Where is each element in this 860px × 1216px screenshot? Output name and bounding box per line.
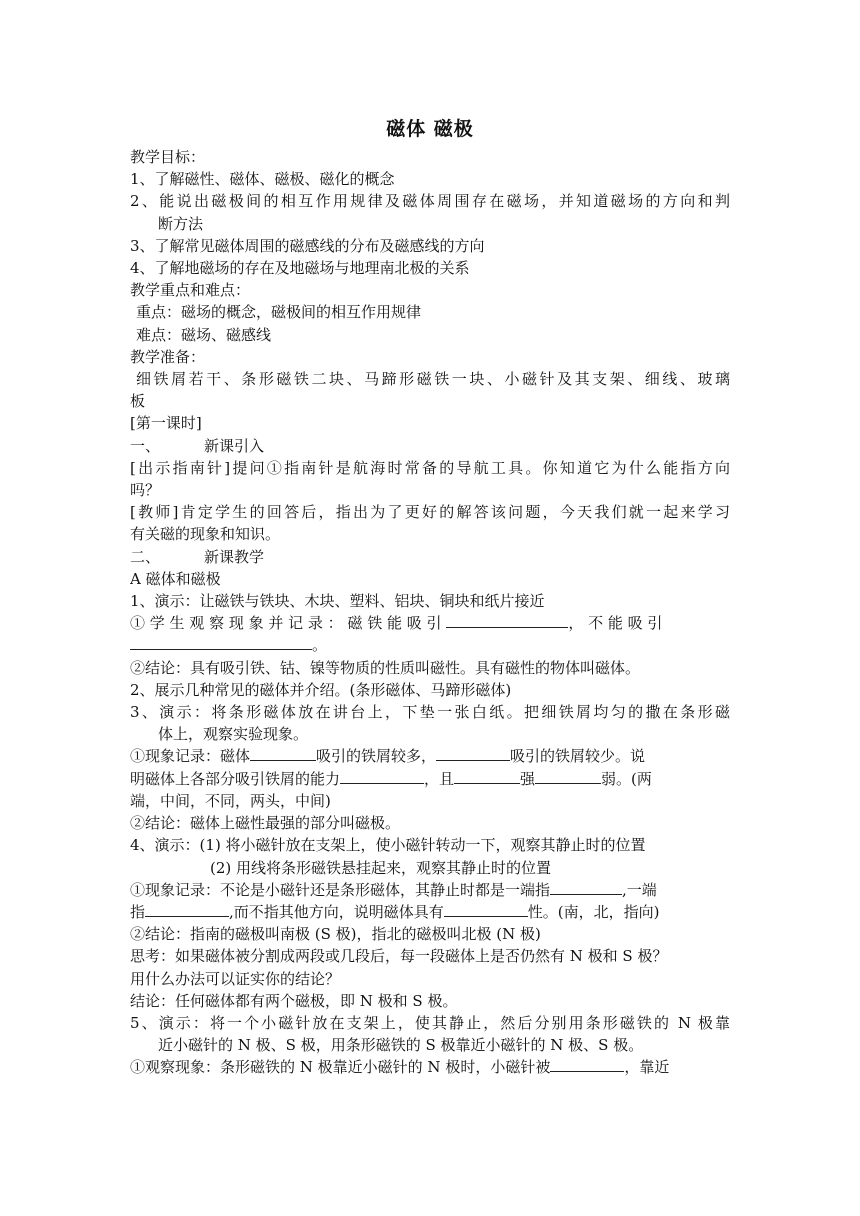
fill-blank[interactable] <box>145 902 229 917</box>
goal-3: 3、了解常见磁体周围的磁感线的分布及磁感线的方向 <box>130 236 485 255</box>
fill-blank[interactable] <box>436 746 510 761</box>
goal-2-line-1: 2、能说出磁极间的相互作用规律及磁体周围存在磁场，并知道磁场的方向和判 <box>130 192 730 211</box>
key-point: 重点：磁场的概念，磁极间的相互作用规律 <box>136 303 422 322</box>
fill-blank[interactable] <box>250 746 316 761</box>
observation-1-text: ① 学 生 观 察 现 象 并 记 录 ： 磁 铁 能 吸 引 <box>130 614 442 633</box>
intro-line-2: 吗？ <box>130 481 161 500</box>
demo-3-line-2: 体上，观察实验现象。 <box>158 725 309 744</box>
goal-1: 1、了解磁性、磁体、磁极、磁化的概念 <box>130 170 395 189</box>
goal-4: 4、了解地磁场的存在及地磁场与地理南北极的关系 <box>130 259 470 278</box>
record-3-text-4: 明磁体上各部分吸引铁屑的能力 <box>130 769 341 788</box>
record-4-text-2: ,一端 <box>622 880 657 899</box>
observation-1-text-2: ， 不 能 吸 引 <box>568 614 663 633</box>
observation-5-text-2: ，靠近 <box>624 1058 670 1077</box>
lesson-label: [第一课时] <box>130 414 202 433</box>
record-4-text-4: ,而不指其他方向，说明磁体具有 <box>229 902 444 921</box>
record-4-line-1 <box>130 879 730 901</box>
preparation-line-2: 板 <box>130 392 146 411</box>
teacher-line-1: [教师]肯定学生的回答后，指出为了更好的解答该问题，今天我们就一起来学习 <box>130 503 730 522</box>
fill-blank[interactable] <box>130 635 312 650</box>
goal-2-line-2: 断方法 <box>158 214 204 233</box>
section-2-number: 二、 <box>130 547 161 566</box>
demo-2: 2、展示几种常见的磁体并介绍。(条形磁体、马蹄形磁体) <box>130 680 512 699</box>
record-3-text-5: ，且 <box>424 769 455 788</box>
section-1-title: 新课引入 <box>204 436 265 455</box>
fill-blank[interactable] <box>446 613 568 628</box>
teacher-line-2: 有关磁的现象和知识。 <box>130 525 281 544</box>
difficult-point: 难点：磁场、磁感线 <box>136 325 272 344</box>
observation-5-text-1: ①观察现象：条形磁铁的 N 极靠近小磁针的 N 极时，小磁针被 <box>130 1058 551 1077</box>
record-4-text-5: 性。(南，北，指向) <box>527 902 660 921</box>
preparation-heading: 教学准备： <box>130 347 206 366</box>
fill-blank[interactable] <box>550 880 622 895</box>
record-3-text-6: 强 <box>520 769 536 788</box>
record-3-text-1: ①现象记录：磁体 <box>130 747 251 766</box>
section-2-title: 新课教学 <box>204 547 265 566</box>
think-line-2: 用什么办法可以证实你的结论？ <box>130 969 341 988</box>
fill-blank[interactable] <box>340 769 424 784</box>
record-3-line-1 <box>130 745 730 767</box>
record-4-text-1: ①现象记录：不论是小磁针还是条形磁体，其静止时都是一端指 <box>130 880 551 899</box>
observation-1-line-2 <box>130 634 730 656</box>
section-2-heading <box>130 546 730 568</box>
demo-5-line-2: 近小磁针的 N 极、S 极，用条形磁铁的 S 极靠近小磁针的 N 极、S 极。 <box>158 1036 644 1055</box>
subsection-a: A 磁体和磁极 <box>130 569 221 588</box>
record-4-text-3: 指 <box>130 902 146 921</box>
fill-blank[interactable] <box>550 1057 624 1072</box>
demo-1: 1、演示：让磁铁与铁块、木块、塑料、铝块、铜块和纸片接近 <box>130 592 545 611</box>
fill-blank[interactable] <box>454 769 520 784</box>
preparation-line-1: 细铁屑若干、条形磁铁二块、马蹄形磁铁一块、小磁针及其支架、细线、玻璃 <box>136 370 730 389</box>
key-points-heading: 教学重点和难点： <box>130 281 251 300</box>
demo-4-line-1: 4、演示：(1) 将小磁针放在支架上，使小磁针转动一下，观察其静止时的位置 <box>130 836 646 855</box>
demo-4-line-2: (2) 用线将条形磁铁悬挂起来，观察其静止时的位置 <box>210 858 552 877</box>
demo-3-line-1: 3、演示：将条形磁体放在讲台上，下垫一张白纸。把细铁屑均匀的撒在条形磁 <box>130 703 730 722</box>
think-line-1: 思考：如果磁体被分割成两段或几段后，每一段磁体上是否仍然有 N 极和 S 极？ <box>130 947 668 966</box>
conclusion-poles: 结论：任何磁体都有两个磁极，即 N 极和 S 极。 <box>130 991 458 1010</box>
goals-heading: 教学目标： <box>130 148 206 166</box>
observation-5 <box>130 1056 730 1078</box>
record-3-line-2 <box>130 768 730 790</box>
conclusion-3: ②结论：磁体上磁性最强的部分叫磁极。 <box>130 814 401 833</box>
record-3-line-3: 端，中间，不同，两头，中间) <box>130 791 331 810</box>
section-1-heading <box>130 435 730 457</box>
conclusion-1: ②结论：具有吸引铁、钴、镍等物质的性质叫磁性。具有磁性的物体叫磁体。 <box>130 658 641 677</box>
record-4-line-2 <box>130 901 730 923</box>
section-1-number: 一、 <box>130 436 161 455</box>
observation-1-end: 。 <box>312 636 328 655</box>
demo-5-line-1: 5、演示：将一个小磁针放在支架上，使其静止，然后分别用条形磁铁的 N 极靠 <box>130 1013 730 1032</box>
document-title: 磁体 磁极 <box>386 118 474 140</box>
intro-line-1: [出示指南针]提问①指南针是航海时常备的导航工具。你知道它为什么能指方向 <box>130 458 730 477</box>
document-page <box>130 112 730 1079</box>
record-3-text-2: 吸引的铁屑较多， <box>316 747 437 766</box>
record-3-text-7: 弱。(两 <box>601 769 652 788</box>
conclusion-4: ②结论：指南的磁极叫南极 (S 极)，指北的磁极叫北极 (N 极) <box>130 925 541 944</box>
observation-1-line-1 <box>130 612 730 634</box>
fill-blank[interactable] <box>444 902 528 917</box>
fill-blank[interactable] <box>535 769 601 784</box>
record-3-text-3: 吸引的铁屑较少。说 <box>510 747 646 766</box>
